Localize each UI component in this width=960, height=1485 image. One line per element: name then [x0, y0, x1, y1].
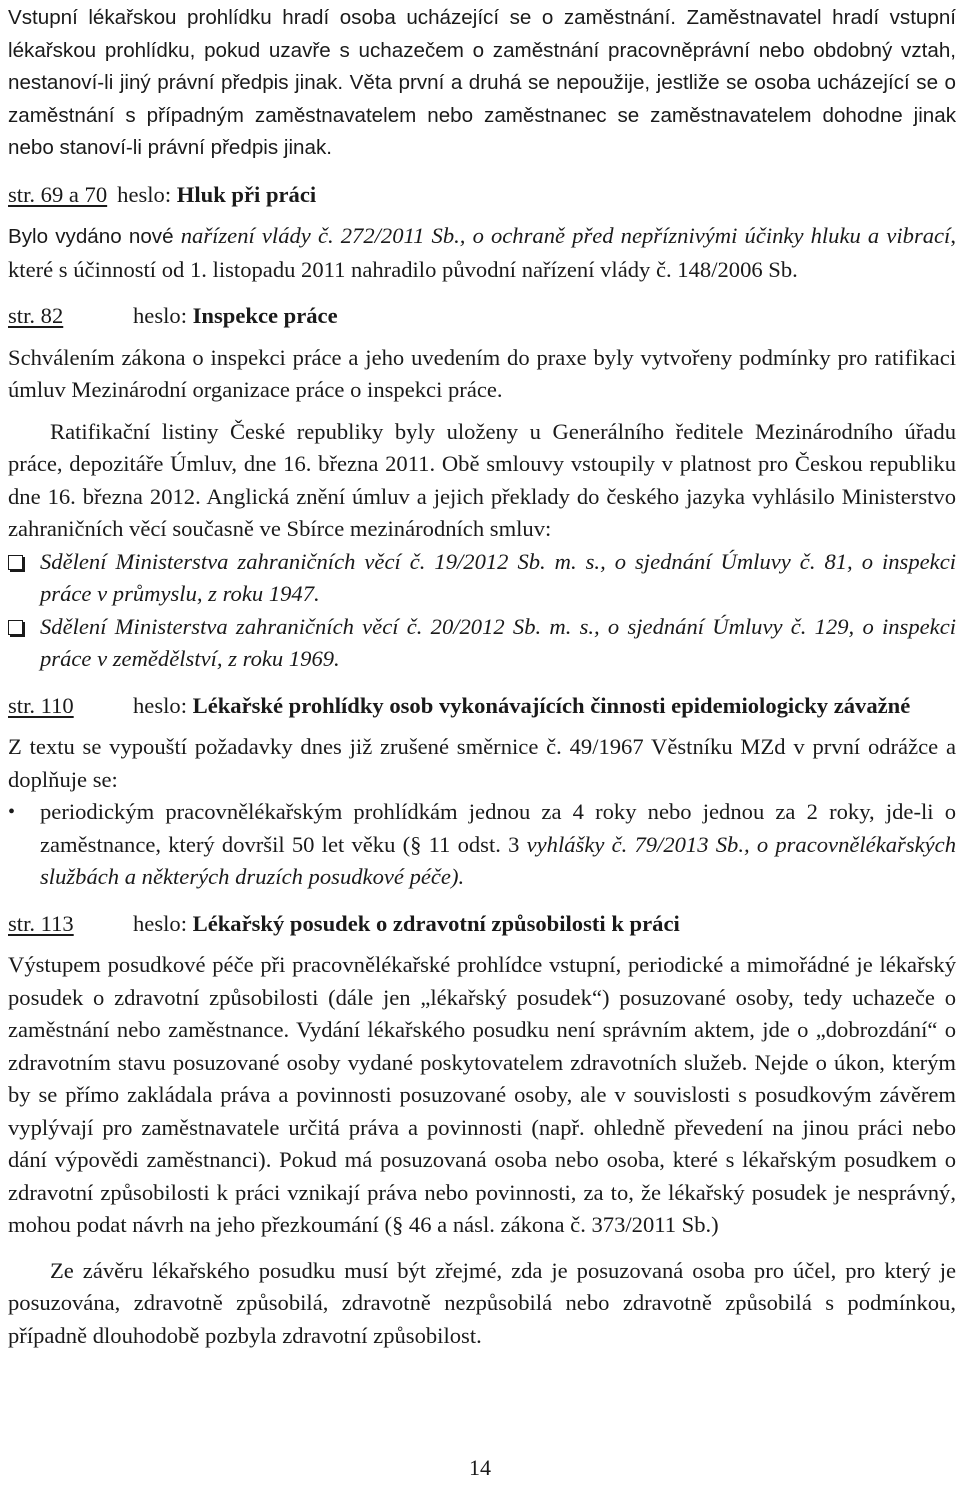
section-body-medical-exams: Z textu se vypouští požadavky dnes již zrušené směrnice č. 49/1967 Věstníku MZd v první odrážce a doplňuje se:: [8, 734, 956, 792]
heading-label: heslo:: [133, 692, 187, 718]
heading-title: Lékařské prohlídky osob vykonávajících činnosti epidemiologicky závažné: [192, 692, 911, 718]
list-item: Sdělení Ministerstva zahraničních věcí č. 19/2012 Sb. m. s., o sjednání Úmluvy č. 81, o inspekci práce v průmyslu, z roku 1947.: [8, 546, 956, 611]
heading-title: Hluk při práci: [176, 181, 317, 207]
page-number: 14: [469, 1455, 491, 1480]
checkbox-square-icon: [8, 620, 23, 635]
heading-label: heslo:: [133, 910, 187, 936]
page-reference: str. 110: [8, 692, 74, 718]
section-heading-noise: [8, 179, 956, 212]
document-page: [8, 2, 956, 1352]
page-reference: str. 113: [8, 910, 74, 936]
section-heading-medical-report: [8, 908, 956, 941]
section-body-medical-report-2: Ze závěru lékařského posudku musí být zřejmé, zda je posuzovaná osoba pro účel, pro který je posuzována, zdravotně způsobilá, zdravotně nezpůsobilá nebo zdravotně způsobilá s podmínkou, případně dlouhodobě pozbyla zdravotní způsobilost.: [8, 1257, 956, 1348]
section-heading-inspection: [8, 300, 956, 333]
checkbox-square-icon: [8, 555, 23, 570]
section-body-noise: Bylo vydáno nové nařízení vlády č. 272/2011 Sb., o ochraně před nepříznivými účinky hluku a vibrací, které s účinností od 1. listopadu 2011 nahradilo původní nařízení vlády č. 148/2006 Sb.: [8, 223, 956, 282]
list-item: Sdělení Ministerstva zahraničních věcí č. 20/2012 Sb. m. s., o sjednání Úmluvy č. 129, o inspekci práce v zemědělství, z roku 1969.: [8, 611, 956, 676]
page-reference: str. 69 a 70: [8, 181, 108, 207]
section-body-inspection-2: Ratifikační listiny České republiky byly uloženy u Generálního ředitele Mezinárodního úřadu práce, depozitáře Úmluv, dne 16. března 2011. Obě smlouvy vstoupily v platnost pro Českou republiku dne 16. března 2012. Anglická znění úmluv a jejich překlady do českého jazyka vyhlásilo Ministerstvo zahraničních věcí současně ve Sbírce mezinárodních smluv:: [8, 418, 956, 541]
bullet-item: • periodickým pracovnělékařským prohlídkám jednou za 4 roky nebo jednou za 2 roky, jde-li o zaměstnance, který dovršil 50 let věku (§ 11 odst. 3 vyhlášky č. 79/2013 Sb., o pracovnělékařských službách a některých druzích posudkové péče).: [8, 796, 956, 894]
heading-label: heslo:: [133, 303, 187, 328]
heading-title: Inspekce práce: [192, 303, 338, 328]
page-reference: str. 82: [8, 303, 64, 328]
section-body-inspection-1: Schválením zákona o inspekci práce a jeho uvedením do praxe byly vytvořeny podmínky pro ratifikaci úmluv Mezinárodní organizace práce o inspekci práce.: [8, 344, 956, 402]
section-heading-medical-exams: [8, 690, 956, 723]
heading-label: heslo:: [117, 181, 172, 207]
section-body-medical-report-1: Výstupem posudkové péče při pracovnělékařské prohlídce vstupní, periodické a mimořádné je lékařský posudek o zdravotní způsobilosti (dále jen „lékařský posudek“) posuzované osoby, tedy uchazeče o zaměstnání nebo zaměstnance. Vydání lékařského posudku není správním aktem, jde o „dobrozdání“ o zdravotním stavu posuzované osoby vydané poskytovatelem zdravotních služeb. Nejde o úkon, kterým by se přímo zakládala práva a povinnosti posuzované osoby, ale v souvislosti s posudkovým závěrem vyplývají pro zaměstnavatele určitá práva a povinnosti (např. ohledně převedení na jinou práci nebo dání výpovědi zaměstnanci). Pokud má posuzovaná osoba nebo osoba, které s lékařským posudkem o zdravotní způsobilosti k práci vznikají práva nebo povinnosti, za to, že lékařský posudek je nesprávný, mohou podat návrh na jeho přezkoumání (§ 46 a násl. zákona č. 373/2011 Sb.): [8, 952, 956, 1237]
heading-title: Lékařský posudek o zdravotní způsobilosti k práci: [192, 910, 680, 936]
bullet-icon: •: [8, 801, 16, 823]
intro-paragraph: Vstupní lékařskou prohlídku hradí osoba ucházející se o zaměstnání. Zaměstnavatel hradí vstupní lékařskou prohlídku, pokud uzavře s uchazečem o zaměstnání pracovněprávní nebo obdobný vztah, nestanoví-li jiný právní předpis jinak. Věta první a druhá se nepoužije, jestliže se osoba ucházející se o zaměstnání s případným zaměstnavatelem nebo zaměstnanec se zaměstnavatelem dohodne jinak nebo stanoví-li právní předpis jinak.: [8, 6, 956, 159]
